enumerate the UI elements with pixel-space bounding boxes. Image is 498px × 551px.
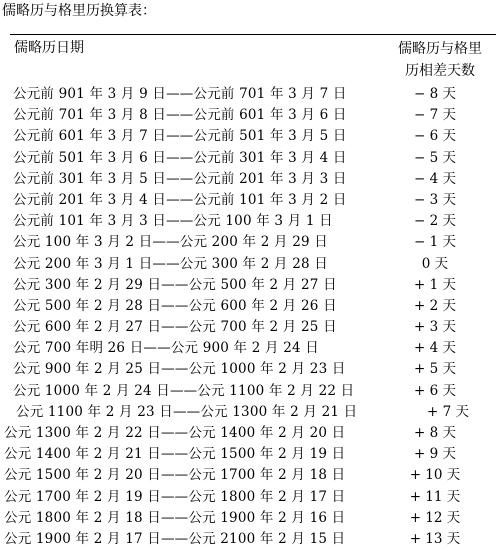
julian-date-range: 公元前 901 年 3 月 9 日——公元前 701 年 3 月 7 日 bbox=[13, 86, 347, 102]
table-row bbox=[0, 296, 498, 317]
day-difference: − 8 天 bbox=[414, 86, 456, 102]
day-difference: + 1 天 bbox=[414, 276, 456, 293]
day-difference: + 13 天 bbox=[409, 530, 461, 547]
day-difference: − 2 天 bbox=[414, 213, 456, 230]
table-row bbox=[0, 444, 498, 465]
header-rule bbox=[10, 34, 496, 35]
julian-date-range: 公元 600 年 2 月 27 日——公元 700 年 2 月 25 日 bbox=[13, 319, 337, 336]
day-difference: − 3 天 bbox=[414, 191, 456, 208]
table-row bbox=[0, 529, 498, 550]
table-row bbox=[0, 338, 498, 359]
julian-date-range: 公元前 101 年 3 月 3 日——公元 100 年 3 月 1 日 bbox=[13, 213, 333, 230]
conversion-table-body bbox=[0, 84, 498, 550]
table-row bbox=[0, 254, 498, 275]
day-difference: − 7 天 bbox=[414, 107, 456, 124]
julian-date-range: 公元 1300 年 2 月 22 日——公元 1400 年 2 月 20 日 bbox=[4, 425, 346, 441]
table-row bbox=[0, 126, 498, 147]
table-row bbox=[0, 465, 498, 486]
julian-date-range: 公元 1000 年 2 月 24 日——公元 1100 年 2 月 22 日 bbox=[13, 382, 355, 399]
julian-date-range: 公元 1400 年 2 月 21 日——公元 1500 年 2 月 19 日 bbox=[4, 446, 346, 463]
day-difference: − 1 天 bbox=[414, 234, 456, 251]
table-row bbox=[0, 508, 498, 529]
table-row bbox=[0, 84, 498, 105]
day-difference: + 11 天 bbox=[409, 488, 461, 505]
julian-date-range: 公元 1700 年 2 月 19 日——公元 1800 年 2 月 17 日 bbox=[4, 488, 346, 505]
table-row bbox=[0, 487, 498, 508]
table-row bbox=[0, 359, 498, 380]
day-difference: + 12 天 bbox=[409, 509, 461, 526]
julian-date-range: 公元前 701 年 3 月 8 日——公元前 601 年 3 月 6 日 bbox=[13, 107, 347, 124]
julian-date-range: 公元 200 年 3 月 1 日——公元 300 年 2 月 28 日 bbox=[13, 255, 328, 272]
table-row bbox=[0, 105, 498, 126]
julian-date-range: 公元 1100 年 2 月 23 日——公元 1300 年 2 月 21 日 bbox=[16, 403, 358, 420]
day-difference: + 8 天 bbox=[414, 425, 456, 441]
table-row bbox=[0, 190, 498, 211]
table-row bbox=[0, 423, 498, 444]
column-header-line-1: 儒略历与格里 bbox=[398, 41, 482, 57]
table-row bbox=[0, 232, 498, 253]
day-difference: + 7 天 bbox=[427, 403, 469, 420]
day-difference: + 2 天 bbox=[414, 297, 456, 314]
day-difference: + 10 天 bbox=[409, 467, 461, 484]
julian-date-range: 公元 300 年 2 月 29 日——公元 500 年 2 月 27 日 bbox=[13, 276, 337, 293]
day-difference: + 6 天 bbox=[414, 382, 456, 399]
day-difference: − 5 天 bbox=[414, 149, 456, 166]
julian-date-range: 公元前 301 年 3 月 5 日——公元前 201 年 3 月 3 日 bbox=[13, 170, 347, 187]
julian-date-range: 公元 500 年 2 月 28 日——公元 600 年 2 月 26 日 bbox=[13, 297, 337, 314]
julian-date-range: 公元 1900 年 2 月 17 日——公元 2100 年 2 月 15 日 bbox=[4, 530, 346, 547]
julian-date-range: 公元 1800 年 2 月 18 日——公元 1900 年 2 月 16 日 bbox=[4, 509, 346, 526]
column-header-julian-date: 儒略历日期 bbox=[14, 40, 84, 56]
table-row bbox=[0, 381, 498, 402]
julian-date-range: 公元前 201 年 3 月 4 日——公元前 101 年 3 月 2 日 bbox=[13, 191, 347, 208]
julian-date-range: 公元前 501 年 3 月 6 日——公元前 301 年 3 月 4 日 bbox=[13, 149, 347, 166]
julian-date-range: 公元前 601 年 3 月 7 日——公元前 501 年 3 月 5 日 bbox=[13, 128, 347, 145]
julian-date-range: 公元 1500 年 2 月 20 日——公元 1700 年 2 月 18 日 bbox=[4, 467, 346, 484]
column-header-day-difference bbox=[380, 38, 498, 82]
day-difference: 0 天 bbox=[421, 255, 449, 272]
day-difference: − 6 天 bbox=[414, 128, 456, 145]
table-row bbox=[0, 402, 498, 423]
julian-date-range: 公元 900 年 2 月 25 日——公元 1000 年 2 月 23 日 bbox=[13, 361, 346, 378]
day-difference: + 4 天 bbox=[414, 340, 456, 357]
table-row bbox=[0, 211, 498, 232]
table-row bbox=[0, 169, 498, 190]
table-row bbox=[0, 317, 498, 338]
day-difference: − 4 天 bbox=[414, 170, 456, 187]
day-difference: + 3 天 bbox=[414, 319, 456, 336]
column-header-line-2: 历相差天数 bbox=[405, 63, 475, 79]
table-row bbox=[0, 275, 498, 296]
day-difference: + 5 天 bbox=[414, 361, 456, 378]
table-caption: 儒略历与格里历换算表： bbox=[2, 3, 156, 19]
table-row bbox=[0, 148, 498, 169]
day-difference: + 9 天 bbox=[414, 446, 456, 463]
julian-date-range: 公元 700 年明 26 日——公元 900 年 2 月 24 日 bbox=[13, 340, 319, 357]
julian-date-range: 公元 100 年 3 月 2 日——公元 200 年 2 月 29 日 bbox=[13, 234, 328, 251]
